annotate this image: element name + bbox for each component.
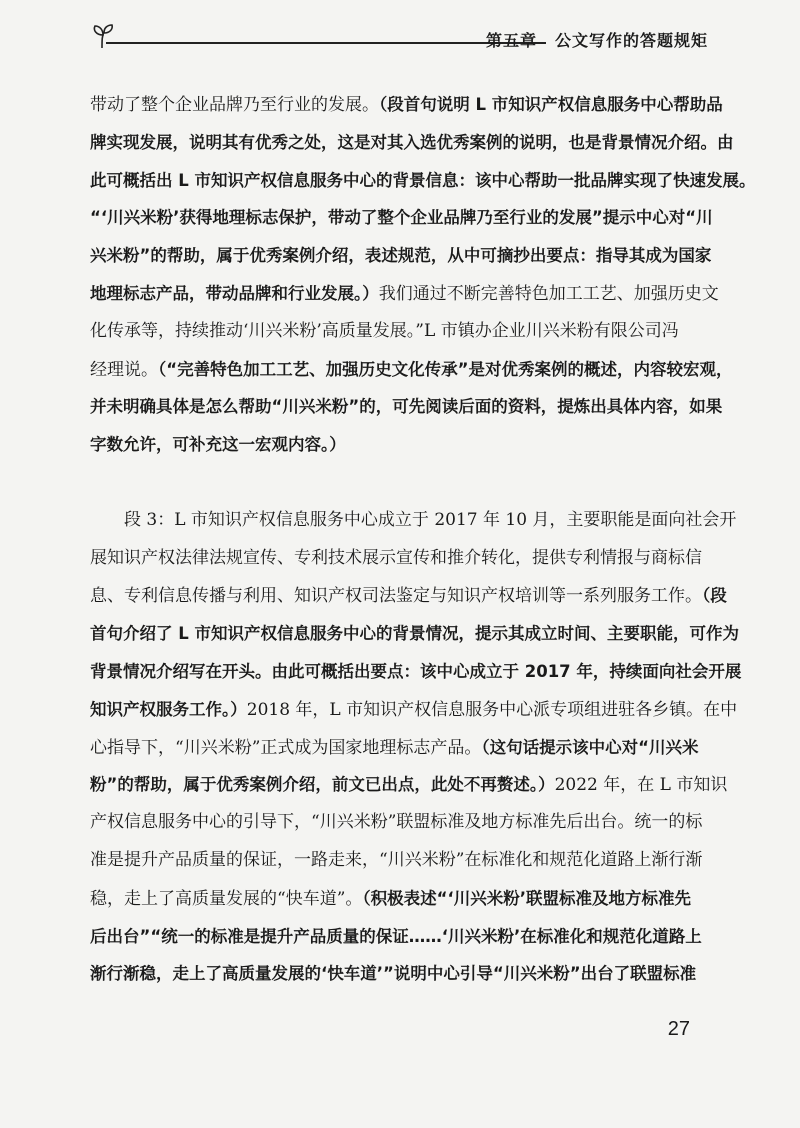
source-text: 2018 年，L 市知识产权信息服务中心派专项组进驻各乡镇。在中 bbox=[246, 699, 738, 720]
source-text: 化传承等，持续推动‘川兴米粉’高质量发展。”L 市镇办企业川兴米粉有限公司冯 bbox=[90, 320, 679, 341]
text-line bbox=[90, 351, 733, 389]
text-line bbox=[90, 502, 737, 540]
annotation-text: 牌实现发展，说明其有优秀之处，这是对其入选优秀案例的说明，也是背景情况介绍。由 bbox=[90, 132, 734, 152]
text-line bbox=[90, 918, 700, 956]
annotation-text: （段 bbox=[702, 586, 727, 606]
text-line bbox=[90, 313, 700, 351]
text-line bbox=[90, 540, 700, 578]
text-line bbox=[90, 86, 723, 124]
source-text: 我们通过不断完善特色加工工艺、加强历史文 bbox=[378, 283, 719, 304]
running-header bbox=[88, 22, 708, 58]
page-body-text bbox=[90, 86, 756, 993]
text-line bbox=[90, 426, 700, 464]
text-line bbox=[90, 653, 742, 691]
text-line bbox=[90, 577, 727, 615]
chapter-title bbox=[486, 28, 708, 51]
annotation-text: （“完善特色加工工艺、加强历史文化传承”是对优秀案例的概述，内容较宏观， bbox=[158, 359, 733, 379]
annotation-text: 渐行渐稳，走上了高质量发展的‘快车道’”说明中心引导“川兴米粉”出台了联盟标准 bbox=[90, 964, 697, 984]
text-line bbox=[90, 766, 728, 804]
source-text: 心指导下，“川兴米粉”正式成为国家地理标志产品。 bbox=[90, 737, 482, 758]
annotation-text: 背景情况介绍写在开头。由此可概括出要点：该中心成立于 2017 年，持续面向社会开展 bbox=[90, 661, 742, 681]
text-line bbox=[90, 691, 738, 729]
text-line bbox=[90, 162, 756, 200]
page-number: 27 bbox=[667, 1018, 690, 1040]
text-line bbox=[90, 237, 712, 275]
text-line bbox=[90, 729, 700, 767]
annotation-text: 后出台”“统一的标准是提升产品质量的保证……‘川兴米粉’在标准化和规范化道路上 bbox=[90, 926, 702, 946]
source-text: 带动了整个企业品牌乃至行业的发展。 bbox=[90, 95, 379, 115]
chapter-number: 第五章 bbox=[485, 31, 537, 50]
source-text: 2022 年，在 L 市知识 bbox=[554, 775, 728, 796]
text-line bbox=[90, 880, 700, 918]
source-text: 产权信息服务中心的引导下，“川兴米粉”联盟标准及地方标准先后出台。统一的标 bbox=[90, 812, 703, 833]
source-text: 准是提升产品质量的保证，一路走来，“川兴米粉”在标准化和规范化道路上渐行渐 bbox=[90, 849, 703, 870]
text-line bbox=[90, 464, 700, 502]
annotation-text: “‘川兴米粉’获得地理标志保护，带动了整个企业品牌乃至行业的发展”提示中心对“川 bbox=[90, 208, 713, 228]
annotation-text: 并未明确具体是怎么帮助“川兴米粉”的，可先阅读后面的资料，提炼出具体内容，如果 bbox=[90, 397, 723, 417]
text-line bbox=[90, 615, 740, 653]
text-line bbox=[90, 955, 700, 993]
text-line bbox=[90, 124, 734, 162]
annotation-text: 首句介绍了 L 市知识产权信息服务中心的背景情况，提示其成立时间、主要职能，可作为 bbox=[90, 624, 740, 644]
annotation-text: （积极表述“‘川兴米粉’联盟标准及地方标准先 bbox=[362, 888, 692, 908]
annotation-text: 兴米粉”的帮助，属于优秀案例介绍，表述规范，从中可摘抄出要点：指导其成为国家 bbox=[90, 246, 712, 266]
annotation-text: 此可概括出 L 市知识产权信息服务中心的背景信息：该中心帮助一批品牌实现了快速发展。 bbox=[90, 170, 756, 190]
annotation-text: 粉”的帮助，属于优秀案例介绍，前文已出点，此处不再赘述。） bbox=[90, 775, 555, 795]
annotation-text: 地理标志产品，带动品牌和行业发展。） bbox=[90, 283, 379, 303]
sprout-ornament-icon bbox=[88, 22, 118, 52]
annotation-text: 知识产权服务工作。） bbox=[90, 699, 247, 719]
source-text: 经理说。 bbox=[90, 359, 158, 380]
text-line bbox=[90, 275, 719, 313]
text-line bbox=[90, 842, 703, 880]
annotation-text: 字数允许，可补充这一宏观内容。） bbox=[90, 435, 346, 455]
annotation-text: （这句话提示该中心对“川兴米 bbox=[481, 737, 699, 757]
source-text: 段 3：L 市知识产权信息服务中心成立于 2017 年 10 月，主要职能是面向社会开 bbox=[124, 509, 737, 530]
header-rule bbox=[106, 42, 546, 44]
text-line bbox=[90, 804, 703, 842]
annotation-text: （段首句说明 L 市知识产权信息服务中心帮助品 bbox=[379, 95, 723, 114]
source-text: 息、专利信息传播与利用、知识产权司法鉴定与知识产权培训等一系列服务工作。 bbox=[90, 586, 702, 607]
text-line bbox=[90, 199, 713, 237]
chapter-name: 公文写作的答题规矩 bbox=[554, 31, 708, 50]
source-text: 稳，走上了高质量发展的“快车道”。 bbox=[90, 888, 363, 909]
text-line bbox=[90, 388, 723, 426]
source-text: 展知识产权法律法规宣传、专利技术展示宣传和推介转化，提供专利情报与商标信 bbox=[90, 547, 702, 568]
